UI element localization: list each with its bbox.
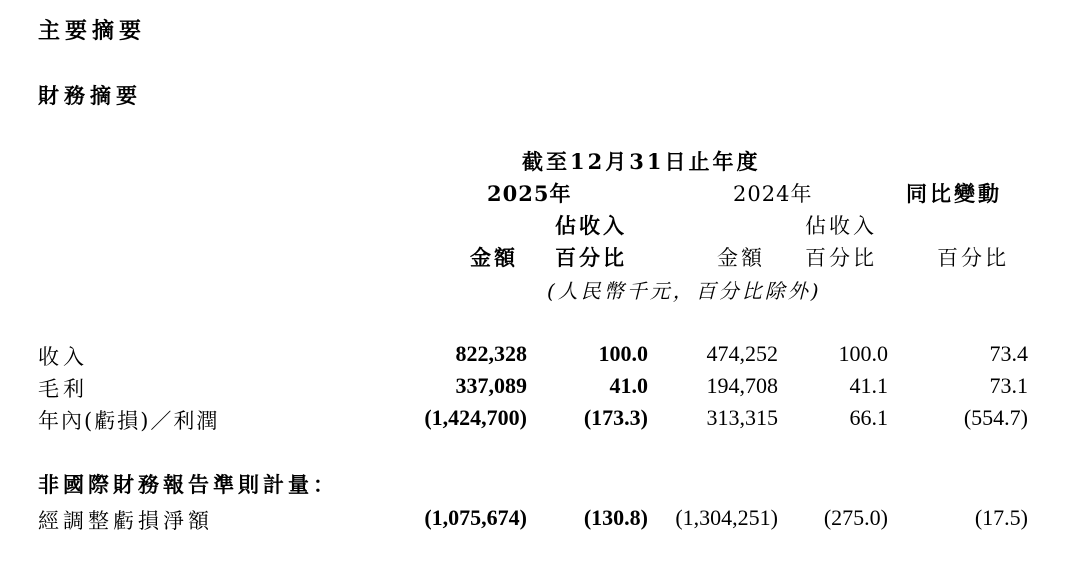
- profit-loss-2025-amount: (1,424,700): [424, 405, 527, 430]
- gross-profit-2025-amount: 337,089: [455, 373, 527, 398]
- row-label-profit-loss: 年內(虧損)／利潤: [38, 409, 220, 433]
- gross-profit-2024-pct: 41.1: [849, 373, 888, 398]
- yoy-pct-header: 百分比: [937, 246, 1009, 270]
- revenue-2024-amount: 474,252: [706, 341, 778, 366]
- row-label-revenue: 收入: [38, 345, 88, 369]
- section-title: 財務摘要: [38, 84, 142, 108]
- revenue-2024-pct: 100.0: [838, 341, 888, 366]
- adjusted-net-loss-yoy: (17.5): [974, 505, 1028, 530]
- profit-loss-2024-amount: 313,315: [706, 405, 778, 430]
- unit-note: (人民幣千元，百分比除外): [547, 279, 822, 303]
- revenue-2025-amount: 822,328: [455, 341, 527, 366]
- pct-of-revenue-2024-header: 佔收入: [805, 214, 877, 238]
- adjusted-net-loss-2025-pct: (130.8): [583, 505, 648, 530]
- pct-of-revenue-2025-header: 佔收入: [555, 213, 627, 238]
- gross-profit-2024-amount: 194,708: [706, 373, 778, 398]
- pct-2024-header: 百分比: [805, 246, 877, 270]
- yoy-change-header: 同比變動: [906, 182, 1002, 206]
- adjusted-net-loss-2024-amount: (1,304,251): [675, 505, 778, 530]
- year-2024-header: 2024年: [733, 182, 813, 206]
- profit-loss-yoy: (554.7): [963, 405, 1028, 430]
- gross-profit-2025-pct: 41.0: [609, 373, 648, 398]
- revenue-yoy: 73.4: [989, 341, 1028, 366]
- amount-2024-header: 金額: [717, 246, 765, 270]
- period-header: 截至12月31日止年度: [522, 149, 761, 174]
- adjusted-net-loss-2024-pct: (275.0): [823, 505, 888, 530]
- page-title: 主要摘要: [38, 19, 147, 44]
- gross-profit-yoy: 73.1: [989, 373, 1028, 398]
- row-label-adjusted-net-loss: 經調整虧損淨額: [38, 509, 213, 533]
- row-label-gross-profit: 毛利: [38, 377, 88, 401]
- revenue-2025-pct: 100.0: [598, 341, 648, 366]
- profit-loss-2025-pct: (173.3): [583, 405, 648, 430]
- adjusted-net-loss-2025-amount: (1,075,674): [424, 505, 527, 530]
- year-2025-header: 2025年: [487, 181, 572, 206]
- non-ifrs-title: 非國際財務報告準則計量：: [38, 473, 338, 497]
- pct-2025-header: 百分比: [555, 245, 627, 270]
- profit-loss-2024-pct: 66.1: [849, 405, 888, 430]
- amount-2025-header: 金額: [470, 245, 518, 270]
